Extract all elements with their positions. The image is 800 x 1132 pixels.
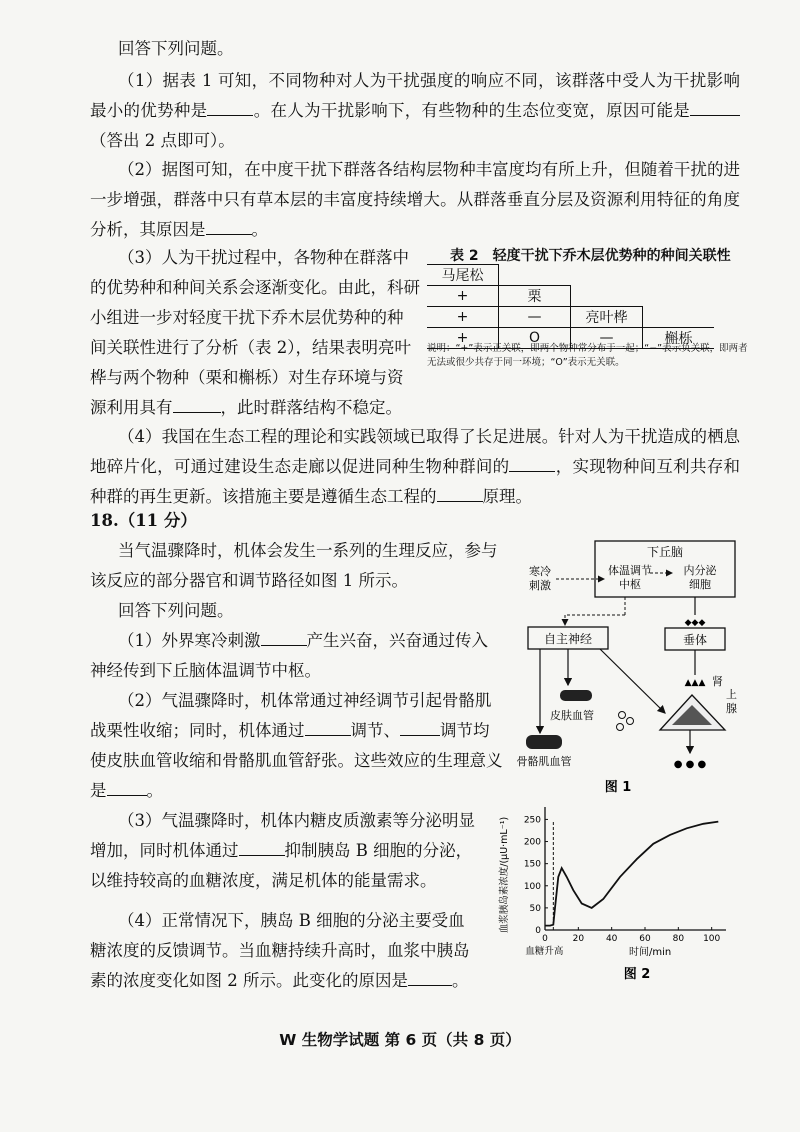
cold-stimulus-label: 寒冷 bbox=[529, 565, 551, 578]
q17-intro: 回答下列问题。 bbox=[118, 39, 234, 58]
answer-blank[interactable] bbox=[261, 627, 307, 646]
endocrine-cell-label: 内分泌 bbox=[683, 564, 717, 577]
q18-p4-line2: 糖浓度的反馈调节。当血糖持续升高时，血浆中胰岛 bbox=[90, 941, 470, 960]
adrenal-label: 肾 bbox=[712, 675, 723, 688]
table2-species: 槲栎 bbox=[643, 328, 715, 349]
q18-p2-line1: （2）气温骤降时，机体常通过神经调节引起骨骼肌 bbox=[118, 691, 492, 710]
q17-p3-line6b: ，此时群落结构不稳定。 bbox=[220, 398, 402, 417]
q18-p3-text-b: 增加，同时机体通过 bbox=[90, 841, 239, 860]
chart-x-tick-label: 60 bbox=[639, 934, 651, 944]
q18-ask: 回答下列问题。 bbox=[118, 601, 234, 620]
q17-p4-text-b: ，实现物种间互利共存和种群的再生更新。该措施主要是遵循生态工程的 bbox=[90, 457, 741, 506]
q18-p3-text-c: 抑制胰岛 B 细胞的分泌， bbox=[284, 841, 473, 860]
q18-p1-text-a: （1）外界寒冷刺激 bbox=[118, 631, 261, 650]
q17-p3-line2: 的优势种和种间关系会逐渐变化。由此，科研 bbox=[90, 278, 420, 297]
page-footer: W 生物学试题 第 6 页（共 8 页） bbox=[279, 1031, 521, 1049]
q17-p1-text-c: （答出 2 点即可）。 bbox=[90, 131, 235, 150]
chart-x-tick-label: 80 bbox=[672, 934, 685, 944]
answer-blank[interactable] bbox=[173, 394, 221, 413]
figure2-caption: 图 2 bbox=[623, 967, 651, 982]
table2-species: 亮叶桦 bbox=[571, 307, 643, 328]
muscle-vessel-label: 骨骼肌血管 bbox=[516, 755, 572, 768]
q18-p4-text-c: 素的浓度变化如图 2 所示。此变化的原因是 bbox=[90, 971, 408, 990]
chart-y-axis-label: 血浆胰岛素浓度/(μU·mL⁻¹) bbox=[499, 816, 510, 934]
table2-note: 说明：“+”表示正关联，即两个物种常分布于一起；“−”表示负关联，即两者无法或很少共存于同一环境；“O”表示无关联。 bbox=[427, 343, 748, 368]
hormone-circle bbox=[619, 712, 626, 719]
table2-cell: + bbox=[427, 328, 499, 349]
q18-p3-line2 bbox=[90, 836, 472, 866]
autonomic-to-adrenal-arrow bbox=[600, 649, 665, 713]
q18-p2-text-f: 是 bbox=[90, 781, 107, 800]
thermo-center-label-2: 中枢 bbox=[619, 578, 641, 591]
chart-y-tick-label: 200 bbox=[523, 837, 541, 848]
skin-vessel-label: 皮肤血管 bbox=[550, 709, 594, 722]
q18-p2-text-g: 。 bbox=[146, 781, 163, 800]
chart-x-tick-label: 20 bbox=[572, 934, 585, 944]
hormone-symbols: ◆◆◆ bbox=[684, 618, 706, 628]
table2-cell: O bbox=[499, 328, 571, 349]
figure1-diagram bbox=[500, 535, 750, 795]
q17-part2 bbox=[90, 155, 740, 245]
figure1-caption: 图 1 bbox=[604, 780, 632, 795]
chart-y-tick-label: 0 bbox=[535, 926, 541, 936]
q18-header: 18.（11 分） bbox=[90, 511, 197, 530]
q17-p3-line3: 小组进一步对轻度干扰下乔木层优势种的种 bbox=[90, 308, 404, 327]
chart-x-tick-label: 100 bbox=[703, 934, 721, 944]
figure2-chart bbox=[495, 805, 740, 990]
q18-intro-line2: 该反应的部分器官和调节路径如图 1 所示。 bbox=[90, 571, 408, 590]
q17-p3-line5: 桦与两个物种（栗和槲栎）对生存环境与资 bbox=[90, 368, 404, 387]
table2-title: 表 2 轻度干扰下乔木层优势种的种间关联性 bbox=[450, 248, 731, 264]
insulin-concentration-line bbox=[545, 822, 718, 926]
answer-blank[interactable] bbox=[509, 453, 555, 472]
skin-vessel-icon bbox=[560, 690, 592, 701]
adrenal-label-2: 上 bbox=[726, 688, 737, 701]
answer-blank[interactable] bbox=[400, 717, 440, 736]
q18-p4-text-d: 。 bbox=[452, 971, 469, 990]
hormone-dots: ● ● ● bbox=[673, 759, 707, 770]
pituitary-label: 垂体 bbox=[682, 633, 708, 647]
q17-part4 bbox=[90, 422, 740, 512]
chart-y-tick-label: 50 bbox=[529, 903, 541, 914]
table2-species: 马尾松 bbox=[427, 265, 499, 286]
answer-blank[interactable] bbox=[437, 483, 483, 502]
table2-cell: + bbox=[427, 286, 499, 307]
cold-stimulus-label-2: 刺激 bbox=[529, 579, 551, 592]
chart-y-tick-label: 100 bbox=[523, 881, 541, 892]
q17-p3-line1: （3）人为干扰过程中，各物种在群落中 bbox=[118, 248, 409, 267]
q18-p4-line1: （4）正常情况下，胰岛 B 细胞的分泌主要受血 bbox=[118, 911, 465, 930]
answer-blank[interactable] bbox=[107, 777, 147, 796]
q18-intro-line1: 当气温骤降时，机体会发生一系列的生理反应，参与 bbox=[118, 541, 498, 560]
q17-p3-line6a: 源利用具有 bbox=[90, 398, 173, 417]
thermo-center-label: 体温调节 bbox=[608, 564, 652, 577]
q18-p3-line1: （3）气温骤降时，机体内糖皮质激素等分泌明显 bbox=[118, 811, 475, 830]
table2-cell: — bbox=[571, 328, 643, 349]
q17-p2-text-a: （2）据图可知，在中度干扰下群落各结构层物种丰富度均有所上升，但随着干扰的进一步增强，群落中只有草本层的丰富度持续增大。从群落垂直分层及资源利用特征的角度分析，其原因是 bbox=[90, 160, 740, 239]
answer-blank[interactable] bbox=[305, 717, 351, 736]
q18-p2-line4 bbox=[90, 776, 163, 806]
q18-p2-line3: 使皮肤血管收缩和骨骼肌血管舒张。这些效应的生理意义 bbox=[90, 751, 503, 770]
q17-part1 bbox=[90, 66, 740, 156]
autonomic-nerve-label: 自主神经 bbox=[543, 632, 593, 646]
answer-blank[interactable] bbox=[239, 837, 285, 856]
chart-y-tick-label: 150 bbox=[523, 859, 541, 870]
table2-cell: — bbox=[499, 307, 571, 328]
answer-blank[interactable] bbox=[206, 216, 252, 235]
glucose-rise-label: 血糖升高 bbox=[525, 946, 564, 957]
q18-p2-text-b: 战栗性收缩；同时，机体通过 bbox=[90, 721, 305, 740]
chart-x-tick-label: 40 bbox=[605, 934, 618, 944]
table2 bbox=[427, 264, 714, 349]
chart-x-axis-label: 时间/min bbox=[629, 947, 672, 958]
hormone-circle bbox=[617, 724, 624, 731]
q17-p4-text-a: （4）我国在生态工程的理论和实践领域已取得了长足进展。针对人为干扰造成的栖息地碎片化，可通过建设生态走廊以促进同种生物种群间的 bbox=[90, 427, 740, 476]
q17-p2-text-b: 。 bbox=[251, 220, 268, 239]
q18-p1-line2: 神经传到下丘脑体温调节中枢。 bbox=[90, 661, 321, 680]
table2-cell: + bbox=[427, 307, 499, 328]
q17-p1-text-b: 。在人为干扰影响下，有些物种的生态位变宽，原因可能是 bbox=[253, 101, 691, 120]
answer-blank[interactable] bbox=[690, 97, 740, 116]
q18-p1-text-b: 产生兴奋，兴奋通过传入 bbox=[306, 631, 488, 650]
hypothalamus-label: 下丘脑 bbox=[646, 545, 684, 559]
q17-p4-text-c: 原理。 bbox=[482, 487, 532, 506]
adrenal-label-3: 腺 bbox=[726, 702, 737, 715]
q18-p1-line1 bbox=[118, 626, 488, 656]
hormone-symbols: ▲▲▲ bbox=[684, 678, 706, 688]
muscle-vessel-icon bbox=[526, 735, 562, 749]
answer-blank[interactable] bbox=[207, 97, 253, 116]
q18-p2-text-c: 调节、 bbox=[350, 721, 400, 740]
q18-p4-line3 bbox=[90, 966, 469, 996]
chart-x-tick-label: 0 bbox=[542, 934, 548, 944]
endocrine-cell-label-2: 细胞 bbox=[689, 578, 711, 591]
q17-p3-line4: 间关联性进行了分析（表 2），结果表明亮叶 bbox=[90, 338, 411, 357]
table2-species: 栗 bbox=[499, 286, 571, 307]
answer-blank[interactable] bbox=[408, 967, 452, 986]
q17-p1-text-a: （1）据表 1 可知，不同物种对人为干扰强度的响应不同，该群落中受人为干扰影响最小的优势种是 bbox=[90, 71, 740, 120]
q18-p3-line3: 以维持较高的血糖浓度，满足机体的能量需求。 bbox=[90, 871, 437, 890]
chart-y-tick-label: 250 bbox=[523, 815, 541, 826]
q18-p2-line2 bbox=[90, 716, 490, 746]
q18-p2-text-d: 调节均 bbox=[440, 721, 490, 740]
hormone-circle bbox=[627, 718, 634, 725]
